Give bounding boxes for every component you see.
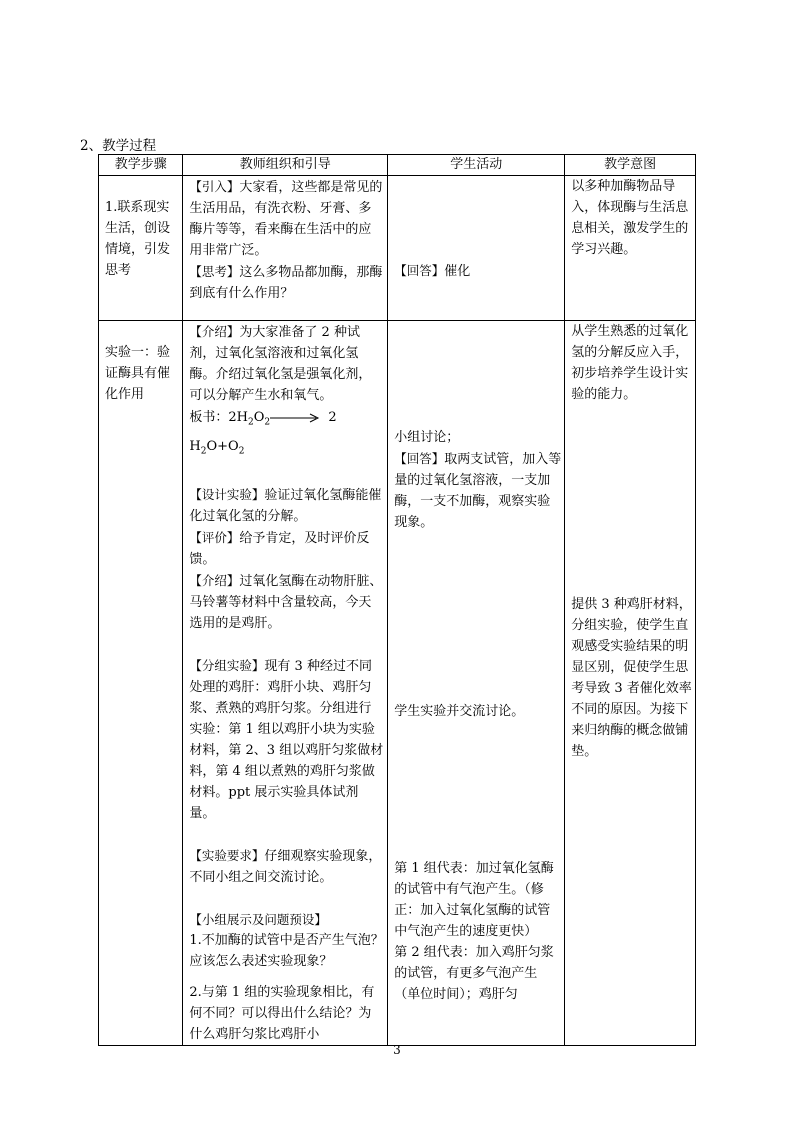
eval-text: 给予肯定，及时评价反馈。 (189, 531, 370, 568)
row2-intent-2: 提供 3 种鸡肝材料，分组实验，使学生直观感受实验结果的明显区别，促使学生思考导致 3 者催化效率不同的原因。为接下来归纳酶的概念做铺垫。 (571, 597, 692, 759)
reaction-arrow-icon (270, 413, 320, 423)
board-equation-line1: 板书：$2H_2O_2$ 2 (189, 410, 337, 428)
group2-report: 第 2 组代表：加入鸡肝匀浆的试管，有更多气泡产生（单位时间）；鸡肝匀 (394, 945, 554, 1002)
intro-tag: 【引入】 (189, 179, 240, 194)
eval-tag: 【评价】 (189, 530, 240, 546)
req-tag: 【实验要求】 (189, 848, 265, 864)
row1-intent-cell (565, 176, 696, 321)
row2-intent-1: 从学生熟悉的过氧化氢的分解反应入手，初步培养学生设计实验的能力。 (571, 324, 689, 402)
intro-text: 为大家准备了 2 种试剂，过氧化氢溶液和过氧化氢酶。介绍过氧化氢是强氧化剂，可以分解产生水和氧气。 (189, 325, 372, 403)
row1-student-cell (388, 176, 565, 321)
question-2: 2.与第 1 组的实验现象相比，有何不同？可以得出什么结论？为什么鸡肝匀浆比鸡肝小 (189, 985, 375, 1043)
header-intent: 教学意图 (565, 155, 696, 176)
teaching-process-table (98, 154, 696, 1046)
think-tag: 【思考】 (189, 264, 240, 279)
row2-answer (394, 448, 561, 533)
answer-tag: 【回答】 (394, 263, 445, 278)
design-tag: 【设计实验】 (189, 487, 265, 503)
group1-report: 第 1 组代表：加过氧化氢酶的试管中有气泡产生。（修正：加入过氧化氢酶的试管中气泡产生的速度更快） (394, 861, 554, 939)
row2-teacher-cell (183, 321, 388, 1046)
answer-tag: 【回答】 (394, 451, 445, 466)
row2-student-cell (388, 321, 565, 1046)
intro-paragraph (189, 176, 384, 261)
question-1: 1.不加酶的试管中是否产生气泡？应该怎么表述实验现象？ (189, 933, 384, 970)
page-number: 3 (393, 1043, 401, 1057)
board-equation-line2: $H_2O+O_2$ (189, 438, 245, 457)
section-title: 2、教学过程 (80, 138, 157, 154)
group-paragraph (189, 655, 384, 824)
header-step: 教学步骤 (99, 155, 183, 176)
req-paragraph (189, 845, 384, 888)
eval-paragraph (189, 527, 384, 570)
header-teacher: 教师组织和引导 (183, 155, 388, 176)
header-student: 学生活动 (388, 155, 565, 176)
table-header-row (99, 155, 696, 176)
intro-tag: 【介绍】 (189, 324, 240, 339)
row1-intent: 以多种加酶物品导入，体现酶与生活息息相关，激发学生的学习兴趣。 (571, 179, 689, 257)
intro-paragraph (189, 321, 384, 406)
think-text: 这么多物品都加酶，那酶到底有什么作用？ (189, 265, 383, 301)
group-discussion: 小组讨论； (394, 430, 460, 445)
show-tag: 【小组展示及问题预设】 (189, 912, 327, 928)
intro-text: 大家看，这些都是常见的生活用品，有洗衣粉、牙膏、多酶片等等，看来酶在生活中的应用非常广泛。 (189, 180, 383, 258)
intro2-tag: 【介绍】 (189, 573, 240, 589)
row1-step: 1.联系现实生活，创设情境，引发思考 (105, 200, 171, 278)
answer-text: 取两支试管，加入等量的过氧化氢溶液，一支加酶，一支不加酶，观察实验现象。 (394, 452, 562, 530)
intro2-paragraph (189, 570, 384, 634)
design-paragraph (189, 484, 384, 527)
design-text: 验证过氧化氢酶能催化过氧化氢的分解。 (189, 488, 382, 525)
answer-text: 催化 (444, 264, 471, 279)
intro2-text: 过氧化氢酶在动物肝脏、马铃薯等材料中含量较高，今天选用的是鸡肝。 (189, 574, 383, 632)
table-row (99, 321, 696, 1046)
row2-intent-cell (565, 321, 696, 1046)
group-tag: 【分组实验】 (189, 658, 265, 674)
group-text: 现有 3 种经过不同处理的鸡肝：鸡肝小块、鸡肝匀浆、煮熟的鸡肝匀浆。分组进行实验：第 1 组以鸡肝小块为实验材料，第 2、3 组以鸡肝匀浆做材料，第 4 组以煮熟的鸡肝匀浆做材料。ppt 展示实验具体试剂量。 (189, 659, 384, 822)
row2-step-cell (99, 321, 183, 1046)
experiment-discussion: 学生实验并交流讨论。 (394, 704, 525, 719)
row1-teacher-cell (183, 176, 388, 321)
row1-answer (394, 260, 561, 282)
req-text: 仔细观察实验现象，不同小组之间交流讨论。 (189, 849, 382, 886)
think-paragraph (189, 261, 384, 304)
row2-step: 实验一：验证酶具有催化作用 (105, 345, 171, 402)
row1-step-cell (99, 176, 183, 321)
table-row (99, 176, 696, 321)
